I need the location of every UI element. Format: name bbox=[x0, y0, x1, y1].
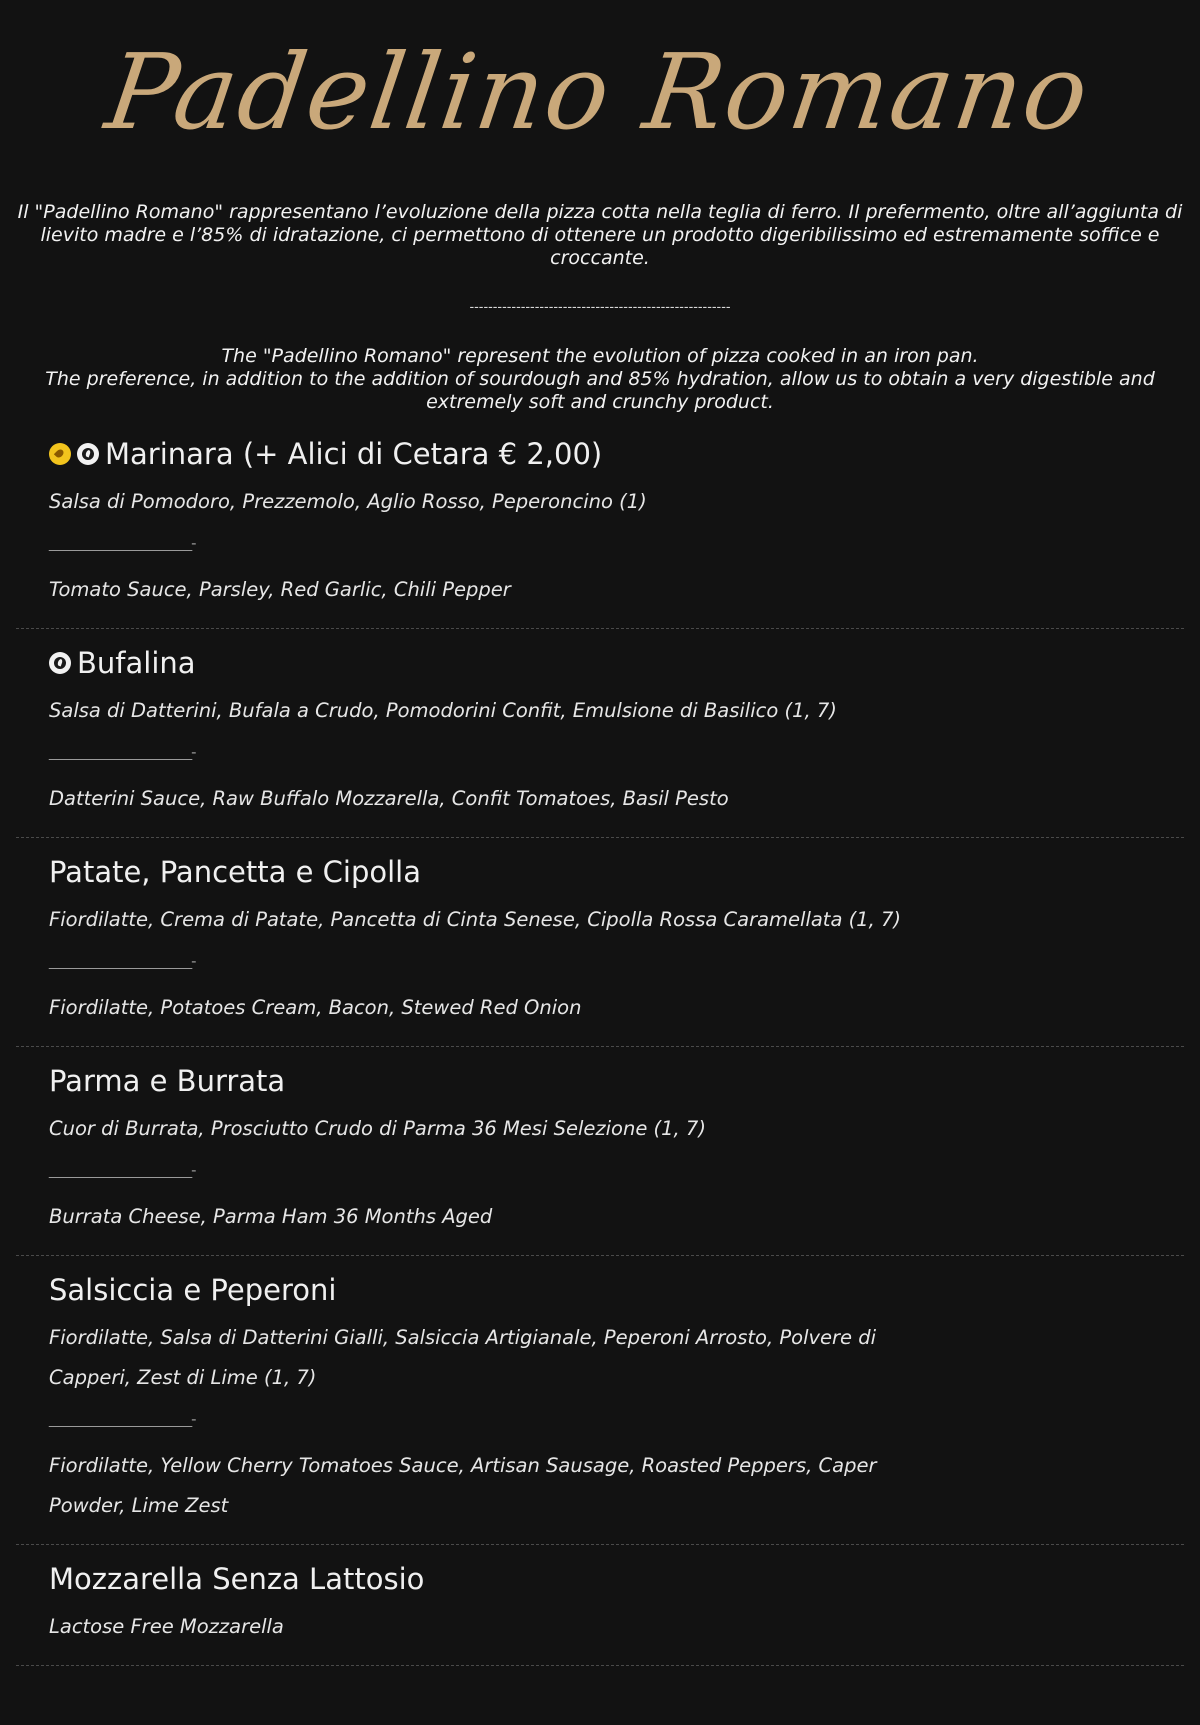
item-description-english: Fiordilatte, Yellow Cherry Tomatoes Sauce, Artisan Sausage, Roasted Peppers, Caper Powder, Lime Zest bbox=[49, 1454, 877, 1517]
item-title: Marinara (+ Alici di Cetara € 2,00) bbox=[105, 437, 603, 471]
intro-separator: -------------------------------------------------------- bbox=[469, 298, 731, 314]
menu-item-mozzarella-senza-lattosio bbox=[16, 1545, 1184, 1666]
item-title: Bufalina bbox=[77, 646, 196, 680]
item-separator: __________________- bbox=[49, 953, 196, 970]
menu-item-patate-pancetta-cipolla bbox=[16, 838, 1184, 1047]
item-title: Parma e Burrata bbox=[49, 1064, 286, 1098]
item-description-italian: Fiordilatte, Salsa di Datterini Gialli, Salsiccia Artigianale, Peperoni Arrosto, Polvere di Capperi, Zest di Lime (1, 7) bbox=[49, 1326, 877, 1389]
item-description-english: Burrata Cheese, Parma Ham 36 Months Aged bbox=[49, 1205, 493, 1228]
item-description-english: Datterini Sauce, Raw Buffalo Mozzarella, Confit Tomatoes, Basil Pesto bbox=[49, 787, 729, 810]
item-description-italian: Salsa di Datterini, Bufala a Crudo, Pomodorini Confit, Emulsione di Basilico (1, 7) bbox=[49, 699, 837, 722]
item-title-row bbox=[49, 1557, 1184, 1601]
menu-item-salsiccia-peperoni bbox=[16, 1256, 1184, 1545]
item-description-italian: Fiordilatte, Crema di Patate, Pancetta di Cinta Senese, Cipolla Rossa Caramellata (1, 7) bbox=[49, 908, 902, 931]
item-title: Patate, Pancetta e Cipolla bbox=[49, 855, 422, 889]
item-separator: __________________- bbox=[49, 1411, 196, 1428]
menu-item-marinara bbox=[16, 420, 1184, 629]
item-description-italian: Cuor di Burrata, Prosciutto Crudo di Parma 36 Mesi Selezione (1, 7) bbox=[49, 1117, 706, 1140]
item-description-italian: Salsa di Pomodoro, Prezzemolo, Aglio Rosso, Peperoncino (1) bbox=[49, 490, 647, 513]
item-description-english: Fiordilatte, Potatoes Cream, Bacon, Stewed Red Onion bbox=[49, 996, 582, 1019]
item-title-row bbox=[49, 1059, 1184, 1103]
menu-item-bufalina bbox=[16, 629, 1184, 838]
item-description-english: Lactose Free Mozzarella bbox=[49, 1615, 284, 1638]
intro-italian: Il "Padellino Romano" rappresentano l’evoluzione della pizza cotta nella teglia di ferro. Il prefermento, oltre all’aggiunta di lievito madre e l’85% di idratazione, ci permettono di ottenere un prodotto digeribilissimo ed estremamente soffice e croccante. bbox=[17, 201, 1183, 269]
menu-list bbox=[16, 420, 1184, 1666]
item-title-row bbox=[49, 1268, 1184, 1312]
page-title: Padellino Romano bbox=[99, 31, 1098, 153]
item-title-row bbox=[49, 432, 1184, 476]
item-title-row bbox=[49, 850, 1184, 894]
item-title: Salsiccia e Peperoni bbox=[49, 1273, 337, 1307]
item-title-row bbox=[49, 641, 1184, 685]
vegan-icon bbox=[77, 443, 99, 465]
menu-item-parma-burrata bbox=[16, 1047, 1184, 1256]
vegetarian-icon bbox=[49, 652, 71, 674]
item-description-english: Tomato Sauce, Parsley, Red Garlic, Chili Pepper bbox=[49, 578, 511, 601]
intro-english bbox=[10, 345, 1190, 414]
spicy-icon bbox=[49, 443, 71, 465]
intro-english-line-1: The "Padellino Romano" represent the evolution of pizza cooked in an iron pan. bbox=[221, 345, 979, 367]
item-separator: __________________- bbox=[49, 744, 196, 761]
item-separator: __________________- bbox=[49, 1162, 196, 1179]
intro-english-line-2: The preference, in addition to the addition of sourdough and 85% hydration, allow us to obtain a very digestible and extremely soft and crunchy product. bbox=[45, 368, 1155, 413]
item-separator: __________________- bbox=[49, 535, 196, 552]
item-title: Mozzarella Senza Lattosio bbox=[49, 1562, 425, 1596]
